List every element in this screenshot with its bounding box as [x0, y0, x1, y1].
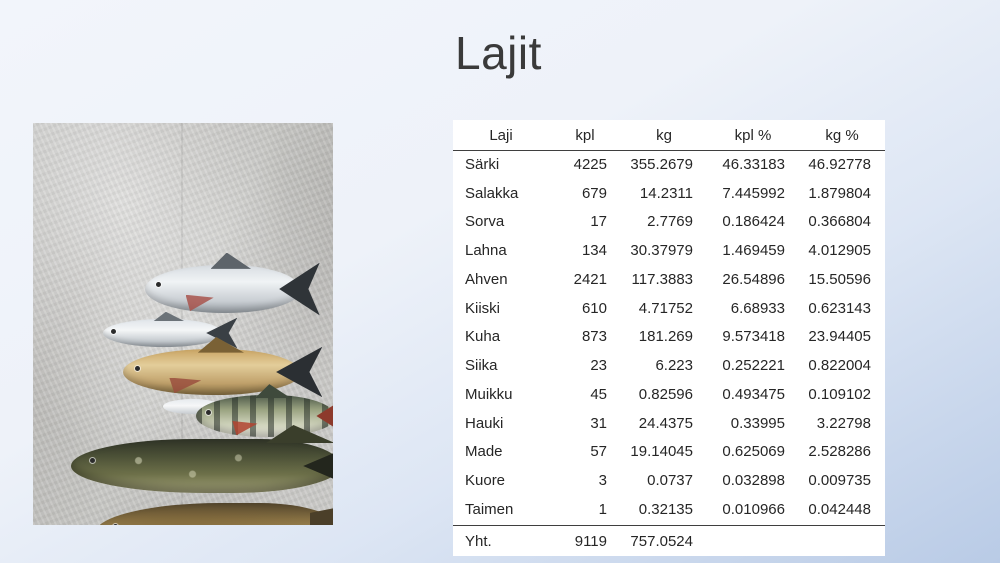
fish-eye — [206, 410, 211, 415]
cell-laji: Särki — [465, 155, 500, 173]
table-row — [453, 180, 885, 209]
cell-kg: 0.0737 — [647, 472, 693, 489]
cell-kpl-percent: 1.469459 — [722, 242, 785, 259]
table-row — [453, 208, 885, 237]
cell-kg: 4.71752 — [638, 299, 693, 317]
cell-kg-percent: 46.92778 — [808, 155, 871, 173]
cell-kg-percent: 2.528286 — [808, 443, 871, 461]
table-row — [453, 381, 885, 410]
cell-laji: Taimen — [465, 500, 514, 518]
table-row — [453, 410, 885, 439]
cell-kpl-percent: 6.68933 — [730, 299, 785, 317]
cell-kg: 0.82596 — [638, 385, 693, 403]
cell-kg: 30.37979 — [630, 242, 693, 259]
table-row — [453, 323, 885, 352]
cell-kg-percent: 23.94405 — [808, 328, 871, 346]
cell-kg-percent: 1.879804 — [808, 184, 871, 202]
cell-kpl-percent: 9.573418 — [722, 328, 785, 346]
cell-total-kg-percent — [799, 525, 885, 556]
cell-kpl-percent: 0.186424 — [722, 213, 785, 231]
cell-kg-percent: 0.623143 — [808, 299, 871, 317]
table-row — [453, 438, 885, 467]
cell-kg: 14.2311 — [639, 184, 693, 202]
cell-kg: 2.7769 — [647, 213, 693, 231]
cell-laji: Hauki — [465, 414, 504, 432]
cell-kpl: 610 — [581, 299, 607, 317]
table-footer — [453, 525, 885, 556]
cell-laji: Kuore — [465, 472, 506, 489]
fish-body — [71, 439, 333, 493]
column-header-laji: Laji — [453, 120, 549, 150]
cell-kpl: 23 — [590, 357, 607, 374]
cell-kpl: 134 — [581, 242, 607, 259]
cell-kg: 117.3883 — [631, 270, 693, 288]
cell-laji: Siika — [465, 357, 498, 374]
table-row — [453, 496, 885, 525]
fish-ahven-perch — [196, 395, 333, 437]
table-row — [453, 237, 885, 266]
cell-kpl: 873 — [581, 328, 607, 346]
table-row — [453, 467, 885, 496]
cell-kg-percent: 0.009735 — [808, 472, 871, 489]
fish-species-photo — [33, 123, 333, 525]
cell-kg-percent: 0.042448 — [808, 500, 871, 518]
cell-kpl-percent: 0.493475 — [722, 385, 785, 403]
table-header — [453, 120, 885, 150]
fish-eye — [113, 524, 118, 525]
cell-kg-percent: 4.012905 — [808, 242, 871, 259]
cell-kg-percent: 0.366804 — [808, 213, 871, 231]
cell-kpl-percent: 0.625069 — [722, 443, 785, 461]
cell-laji: Muikku — [465, 385, 513, 403]
cell-laji: Sorva — [465, 213, 505, 231]
fish-body — [95, 503, 333, 525]
cell-laji: Made — [465, 443, 503, 461]
cell-kpl: 3 — [598, 472, 607, 489]
cell-kpl-percent: 46.33183 — [722, 155, 785, 173]
fish-made-burbot — [95, 503, 333, 525]
cell-kpl: 45 — [590, 385, 607, 403]
cell-kpl-percent: 0.032898 — [722, 472, 785, 489]
cell-kg: 19.14045 — [630, 443, 693, 461]
cell-kpl: 17 — [590, 213, 607, 231]
cell-kg-percent: 15.50596 — [808, 270, 871, 288]
cell-kg: 6.223 — [655, 357, 693, 374]
fish-body — [145, 265, 301, 313]
cell-kpl: 1 — [598, 500, 607, 518]
column-header-kpl: kpl — [549, 120, 621, 150]
fish-salakka-bleak — [103, 319, 223, 347]
cell-kpl-percent: 0.010966 — [722, 500, 785, 518]
cell-kg-percent: 0.822004 — [808, 357, 871, 374]
species-table-container — [453, 120, 885, 556]
table-body — [453, 150, 885, 525]
table-total-row — [453, 525, 885, 556]
cell-kpl: 57 — [590, 443, 607, 461]
cell-total-label: Yht. — [453, 525, 549, 556]
cell-kg: 0.32135 — [638, 500, 693, 518]
cell-laji: Kuha — [465, 328, 501, 346]
cell-kpl-percent: 7.445992 — [722, 184, 785, 202]
fish-body — [196, 395, 333, 437]
cell-kpl-percent: 26.54896 — [722, 270, 785, 288]
table-row — [453, 150, 885, 179]
cell-total-kpl-percent — [707, 525, 799, 556]
table-row — [453, 266, 885, 295]
fish-body — [103, 319, 223, 347]
cell-kg-percent: 3.22798 — [816, 414, 871, 432]
fish-lahna-bream — [145, 265, 301, 313]
cell-kpl: 31 — [590, 414, 607, 432]
cell-kg-percent: 0.109102 — [808, 385, 871, 403]
cell-kpl: 2421 — [573, 270, 607, 288]
cell-kg: 355.2679 — [630, 155, 693, 173]
column-header-kg-percent: kg % — [799, 120, 885, 150]
fish-tail — [310, 500, 333, 525]
cell-laji: Lahna — [465, 242, 507, 259]
fish-hauki-pike — [71, 439, 333, 493]
cell-kpl-percent: 0.252221 — [722, 357, 785, 374]
cell-laji: Salakka — [465, 184, 519, 202]
cell-laji: Kiiski — [465, 299, 501, 317]
cell-kpl: 679 — [581, 184, 607, 202]
cell-kpl: 4225 — [573, 155, 607, 173]
cell-laji: Ahven — [465, 270, 508, 288]
table-header-row — [453, 120, 885, 150]
table-row — [453, 352, 885, 381]
cell-kpl-percent: 0.33995 — [730, 414, 785, 432]
fish-tail — [316, 393, 333, 439]
species-table — [453, 120, 885, 556]
cell-kg: 24.4375 — [638, 414, 693, 432]
cell-total-kpl: 9119 — [549, 525, 621, 556]
cell-kg: 181.269 — [638, 328, 693, 346]
table-row — [453, 295, 885, 324]
column-header-kg: kg — [621, 120, 707, 150]
cell-total-kg: 757.0524 — [621, 525, 707, 556]
page-title: Lajit — [455, 27, 542, 79]
column-header-kpl-percent: kpl % — [707, 120, 799, 150]
